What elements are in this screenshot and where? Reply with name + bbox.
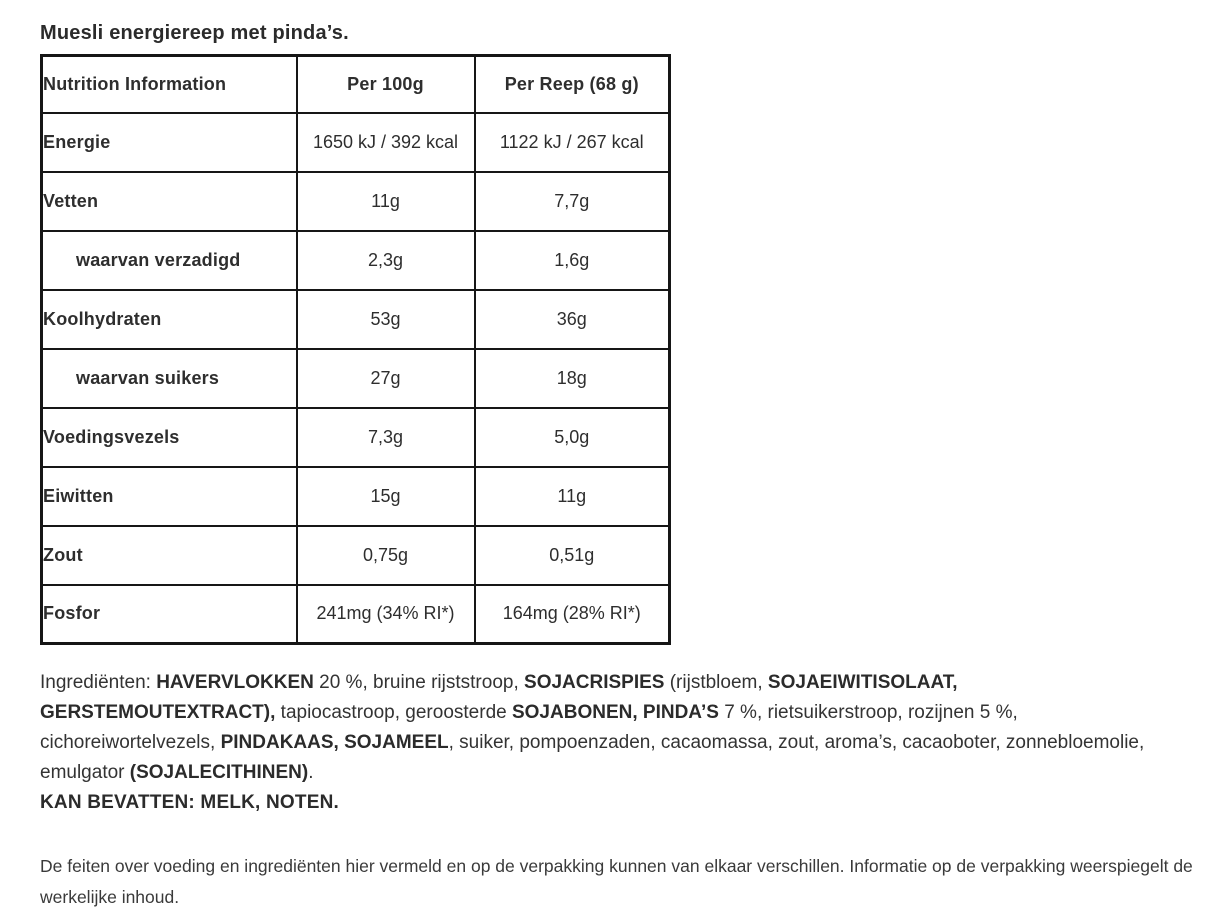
ingredients-segment: 20 %, bruine rijststroop,	[313, 672, 525, 693]
table-row-waarvan-suikers	[42, 349, 670, 408]
nutrient-name: Koolhydraten	[42, 290, 297, 349]
ingredients-segment: (rijstbloem,	[664, 672, 768, 693]
table-row-voedingsvezels	[42, 408, 670, 467]
value-per-reep: 36g	[475, 290, 670, 349]
nutrient-name: Fosfor	[42, 585, 297, 644]
ingredients-segment: Ingrediënten:	[40, 672, 157, 693]
allergen-statement: KAN BEVATTEN: MELK, NOTEN.	[40, 792, 339, 813]
table-row-eiwitten	[42, 467, 670, 526]
col-header-per-reep: Per Reep (68 g)	[475, 56, 670, 113]
ingredients-segment: SOJABONEN, PINDA’S	[511, 702, 719, 723]
value-per-100g: 53g	[297, 290, 475, 349]
value-per-100g: 27g	[297, 349, 475, 408]
value-per-reep: 18g	[475, 349, 670, 408]
ingredients-segment: (SOJALECITHINEN)	[129, 762, 309, 783]
table-row-fosfor	[42, 585, 670, 644]
nutrient-name: Zout	[42, 526, 297, 585]
value-per-reep: 0,51g	[475, 526, 670, 585]
nutrition-table	[40, 54, 671, 645]
ingredients-segment: tapiocastroop, geroosterde	[275, 702, 512, 723]
value-per-100g: 7,3g	[297, 408, 475, 467]
value-per-reep: 7,7g	[475, 172, 670, 231]
col-header-per-100g: Per 100g	[297, 56, 475, 113]
col-header-nutrition-information: Nutrition Information	[42, 56, 297, 113]
nutrient-name: Vetten	[42, 172, 297, 231]
ingredients-paragraph	[40, 668, 1185, 788]
nutrition-table-body	[42, 113, 670, 644]
ingredients-segment: SOJAEIWITISOLAAT, GERSTEMOUTEXTRACT),	[40, 672, 958, 723]
ingredients-segment: PINDAKAAS, SOJAMEEL	[220, 732, 449, 753]
value-per-reep: 11g	[475, 467, 670, 526]
value-per-100g: 241mg (34% RI*)	[297, 585, 475, 644]
nutrient-name: Voedingsvezels	[42, 408, 297, 467]
value-per-100g: 2,3g	[297, 231, 475, 290]
table-row-waarvan-verzadigd	[42, 231, 670, 290]
nutrient-name: Eiwitten	[42, 467, 297, 526]
header-row	[42, 56, 670, 113]
ingredients-segment: SOJACRISPIES	[524, 672, 665, 693]
value-per-100g: 0,75g	[297, 526, 475, 585]
nutrient-name: waarvan suikers	[42, 349, 297, 408]
value-per-reep: 1,6g	[475, 231, 670, 290]
table-row-zout	[42, 526, 670, 585]
ingredients-segment: .	[308, 762, 314, 783]
table-row-energie	[42, 113, 670, 172]
nutrient-name: Energie	[42, 113, 297, 172]
table-row-koolhydraten	[42, 290, 670, 349]
table-row-vetten	[42, 172, 670, 231]
value-per-100g: 1650 kJ / 392 kcal	[297, 113, 475, 172]
page-title: Muesli energiereep met pinda’s.	[40, 22, 349, 44]
value-per-reep: 164mg (28% RI*)	[475, 585, 670, 644]
disclaimer-text: De feiten over voeding en ingrediënten hier vermeld en op de verpakking kunnen van elkaar verschillen. Informatie op de verpakking weerspiegelt de werkelijke inhoud.	[40, 856, 1193, 907]
ingredients-segment: , suiker, pompoenzaden, cacaomassa, zout, aroma’s, cacaoboter, zonnebloemolie, emulgator	[40, 732, 1145, 783]
nutrition-table-header	[42, 56, 670, 113]
value-per-100g: 11g	[297, 172, 475, 231]
value-per-reep: 1122 kJ / 267 kcal	[475, 113, 670, 172]
value-per-reep: 5,0g	[475, 408, 670, 467]
ingredients-segment: 7 %, rietsuikerstroop, rozijnen 5 %, cichoreiwortelvezels,	[40, 702, 1018, 753]
ingredients-segment: HAVERVLOKKEN	[156, 672, 314, 693]
nutrient-name: waarvan verzadigd	[42, 231, 297, 290]
value-per-100g: 15g	[297, 467, 475, 526]
